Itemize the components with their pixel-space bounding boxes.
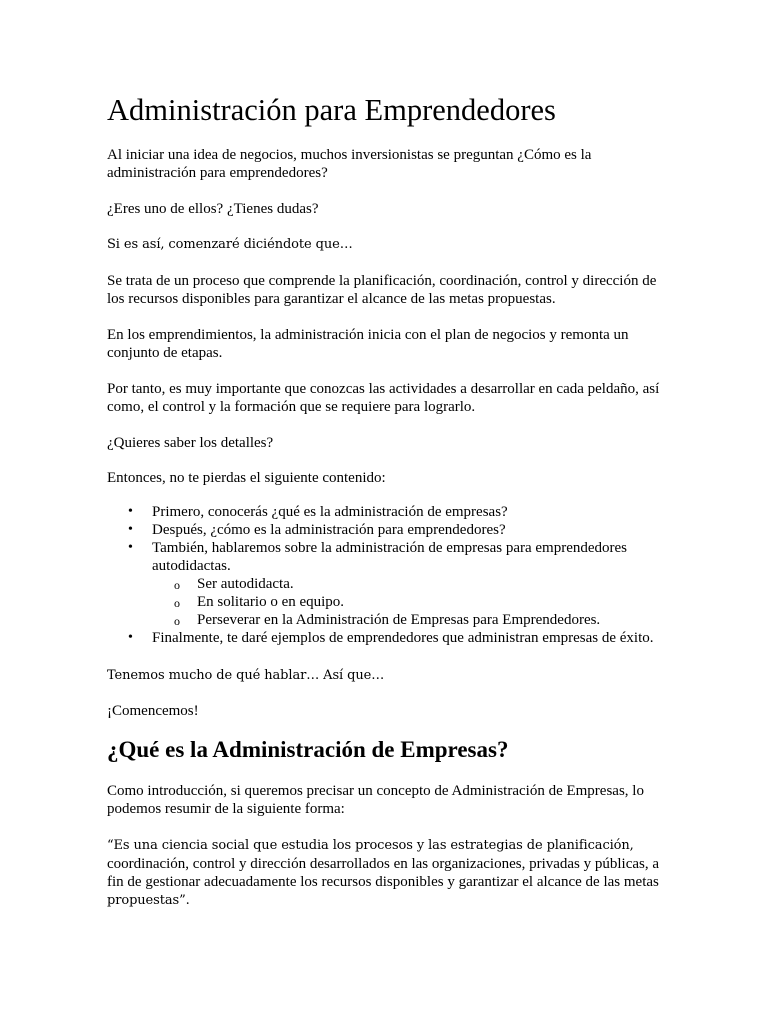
paragraph-questions: ¿Eres uno de ellos? ¿Tienes dudas? xyxy=(107,201,319,217)
sub-list xyxy=(152,575,667,629)
topics-list xyxy=(107,503,667,647)
paragraph-plan: En los emprendimientos, la administración inicia con el plan de negocios y remonta un conjunto de etapas. xyxy=(107,327,629,361)
sub-list-item: o En solitario o en equipo. xyxy=(152,593,667,611)
quote: “Es una ciencia social que estudia los procesos y las estrategias de planificación, coordinación, control y dirección desarrollados en las organizaciones, privadas y públicas, a fin de gestionar adecuadamente los recursos disponibles y garantizar el alcance de las metas propuestas”. xyxy=(107,838,660,908)
paragraph-intro: Al iniciar una idea de negocios, muchos inversionistas se preguntan ¿Cómo es la administración para emprendedores? xyxy=(107,147,592,181)
paragraph-content-intro: Entonces, no te pierdas el siguiente contenido: xyxy=(107,470,386,486)
list-item: • También, hablaremos sobre la administración de empresas para emprendedores autodidactas. o Ser autodidacta. o En solitario o en equipo. o Perseverar en la Administración de Empresas para Emprendedores. xyxy=(107,539,667,629)
sub-list-item: o Ser autodidacta. xyxy=(152,575,667,593)
list-item: • Finalmente, te daré ejemplos de emprendedores que administran empresas de éxito. xyxy=(107,629,667,647)
paragraph-details-question: ¿Quieres saber los detalles? xyxy=(107,435,274,451)
paragraph-definition: Se trata de un proceso que comprende la planificación, coordinación, control y dirección de los recursos disponibles para garantizar el alcance de las metas propuestas. xyxy=(107,273,657,307)
section-heading: ¿Qué es la Administración de Empresas? xyxy=(107,737,509,762)
sub-list-item: o Perseverar en la Administración de Empresas para Emprendedores. xyxy=(152,611,667,629)
list-item: • Después, ¿cómo es la administración para emprendedores? xyxy=(107,521,667,539)
paragraph-si-es-asi: Si es así, comenzaré diciéndote que… xyxy=(107,237,353,252)
list-item: • Primero, conocerás ¿qué es la administración de empresas? xyxy=(107,503,667,521)
document-title: Administración para Emprendedores xyxy=(107,93,556,127)
paragraph-section-intro: Como introducción, si queremos precisar un concepto de Administración de Empresas, lo podemos resumir de la siguiente forma: xyxy=(107,783,644,817)
paragraph-lets-start: ¡Comencemos! xyxy=(107,703,199,719)
paragraph-much-to-talk: Tenemos mucho de qué hablar… Así que… xyxy=(107,668,385,683)
paragraph-importance: Por tanto, es muy importante que conozcas las actividades a desarrollar en cada peldaño, así como, el control y la formación que se requiere para lograrlo. xyxy=(107,381,660,415)
